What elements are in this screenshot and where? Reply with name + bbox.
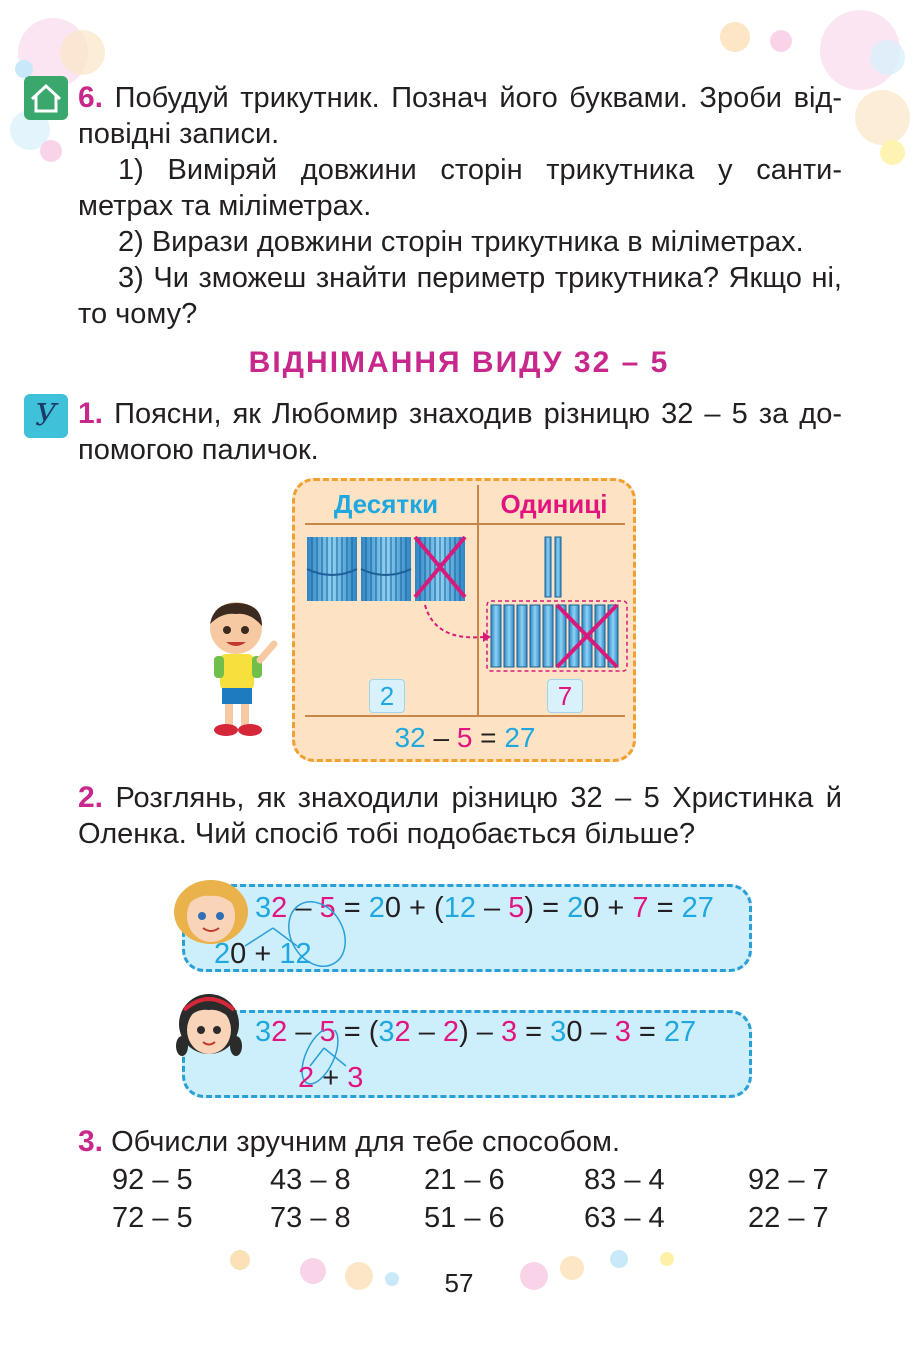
unbundled-sticks — [491, 605, 618, 667]
tens-result-box: 2 — [369, 679, 405, 713]
home-icon — [24, 76, 68, 120]
section-title: ВІДНІМАННЯ ВИДУ 32 – 5 — [248, 346, 670, 379]
exercise-3-row-2 — [112, 1200, 842, 1236]
expression: 83 – 4 — [584, 1164, 665, 1196]
sticks-illustration — [295, 481, 635, 715]
method-1-split: 20 + 12 — [214, 938, 312, 970]
exercise-3: 3. Обчисли зручним для тебе способом. — [78, 1125, 621, 1158]
girl-dark-avatar — [174, 990, 244, 1064]
method-1-expression: 32 – 5 = 20 + (12 – 5) = 20 + 7 = 27 — [255, 892, 714, 924]
bundle-3-crossed — [415, 537, 465, 601]
page-number: 57 — [444, 1268, 474, 1298]
expression: 22 – 7 — [748, 1202, 829, 1234]
table-equation: 32 – 5 = 27 — [394, 722, 536, 753]
column-units-header: Одиниці — [500, 489, 608, 519]
expression: 92 – 7 — [748, 1164, 829, 1196]
table-divider-footer — [305, 715, 625, 717]
exercise-number: 6. — [78, 81, 104, 114]
bundle-2 — [361, 537, 411, 601]
method-2-expression: 32 – 5 = (32 – 2) – 3 = 30 – 3 = 27 — [255, 1016, 697, 1048]
sticks-table — [292, 478, 636, 762]
expression: 72 – 5 — [112, 1202, 193, 1234]
expression: 92 – 5 — [112, 1164, 193, 1196]
exercise-6: 6. Побудуй трикутник. Познач його буквами. Зроби від- повідні записи. 1) Виміряй довжини сторін трикутника у санти- метрах та міліметрах. 2) Вирази довжини сторін трикутника в міліметрах. 3) Чи зможеш знайти периметр трикутника? Якщо ні, то чому? — [78, 81, 842, 330]
units-two-sticks — [545, 537, 561, 597]
boy-illustration — [200, 600, 290, 740]
oral-icon: У — [24, 394, 68, 438]
expression: 21 – 6 — [424, 1164, 505, 1196]
exercise-3-row-1 — [112, 1162, 842, 1198]
expression: 51 – 6 — [424, 1202, 505, 1234]
expression: 43 – 8 — [270, 1164, 351, 1196]
units-result-box: 7 — [547, 679, 583, 713]
exercise-2: 2. Розглянь, як знаходили різницю 32 – 5 Христинка й Оленка. Чий спосіб тобі подобається більше? — [78, 781, 842, 850]
bundle-1 — [307, 537, 357, 601]
unbundle-arrow — [425, 605, 483, 637]
method-2-split: 2 + 3 — [298, 1062, 364, 1094]
exercise-1: 1. Поясни, як Любомир знаходив різницю 32 – 5 за до- помогою паличок. — [78, 397, 842, 466]
column-tens-header: Десятки — [333, 489, 439, 519]
expression: 63 – 4 — [584, 1202, 665, 1234]
expression: 73 – 8 — [270, 1202, 351, 1234]
